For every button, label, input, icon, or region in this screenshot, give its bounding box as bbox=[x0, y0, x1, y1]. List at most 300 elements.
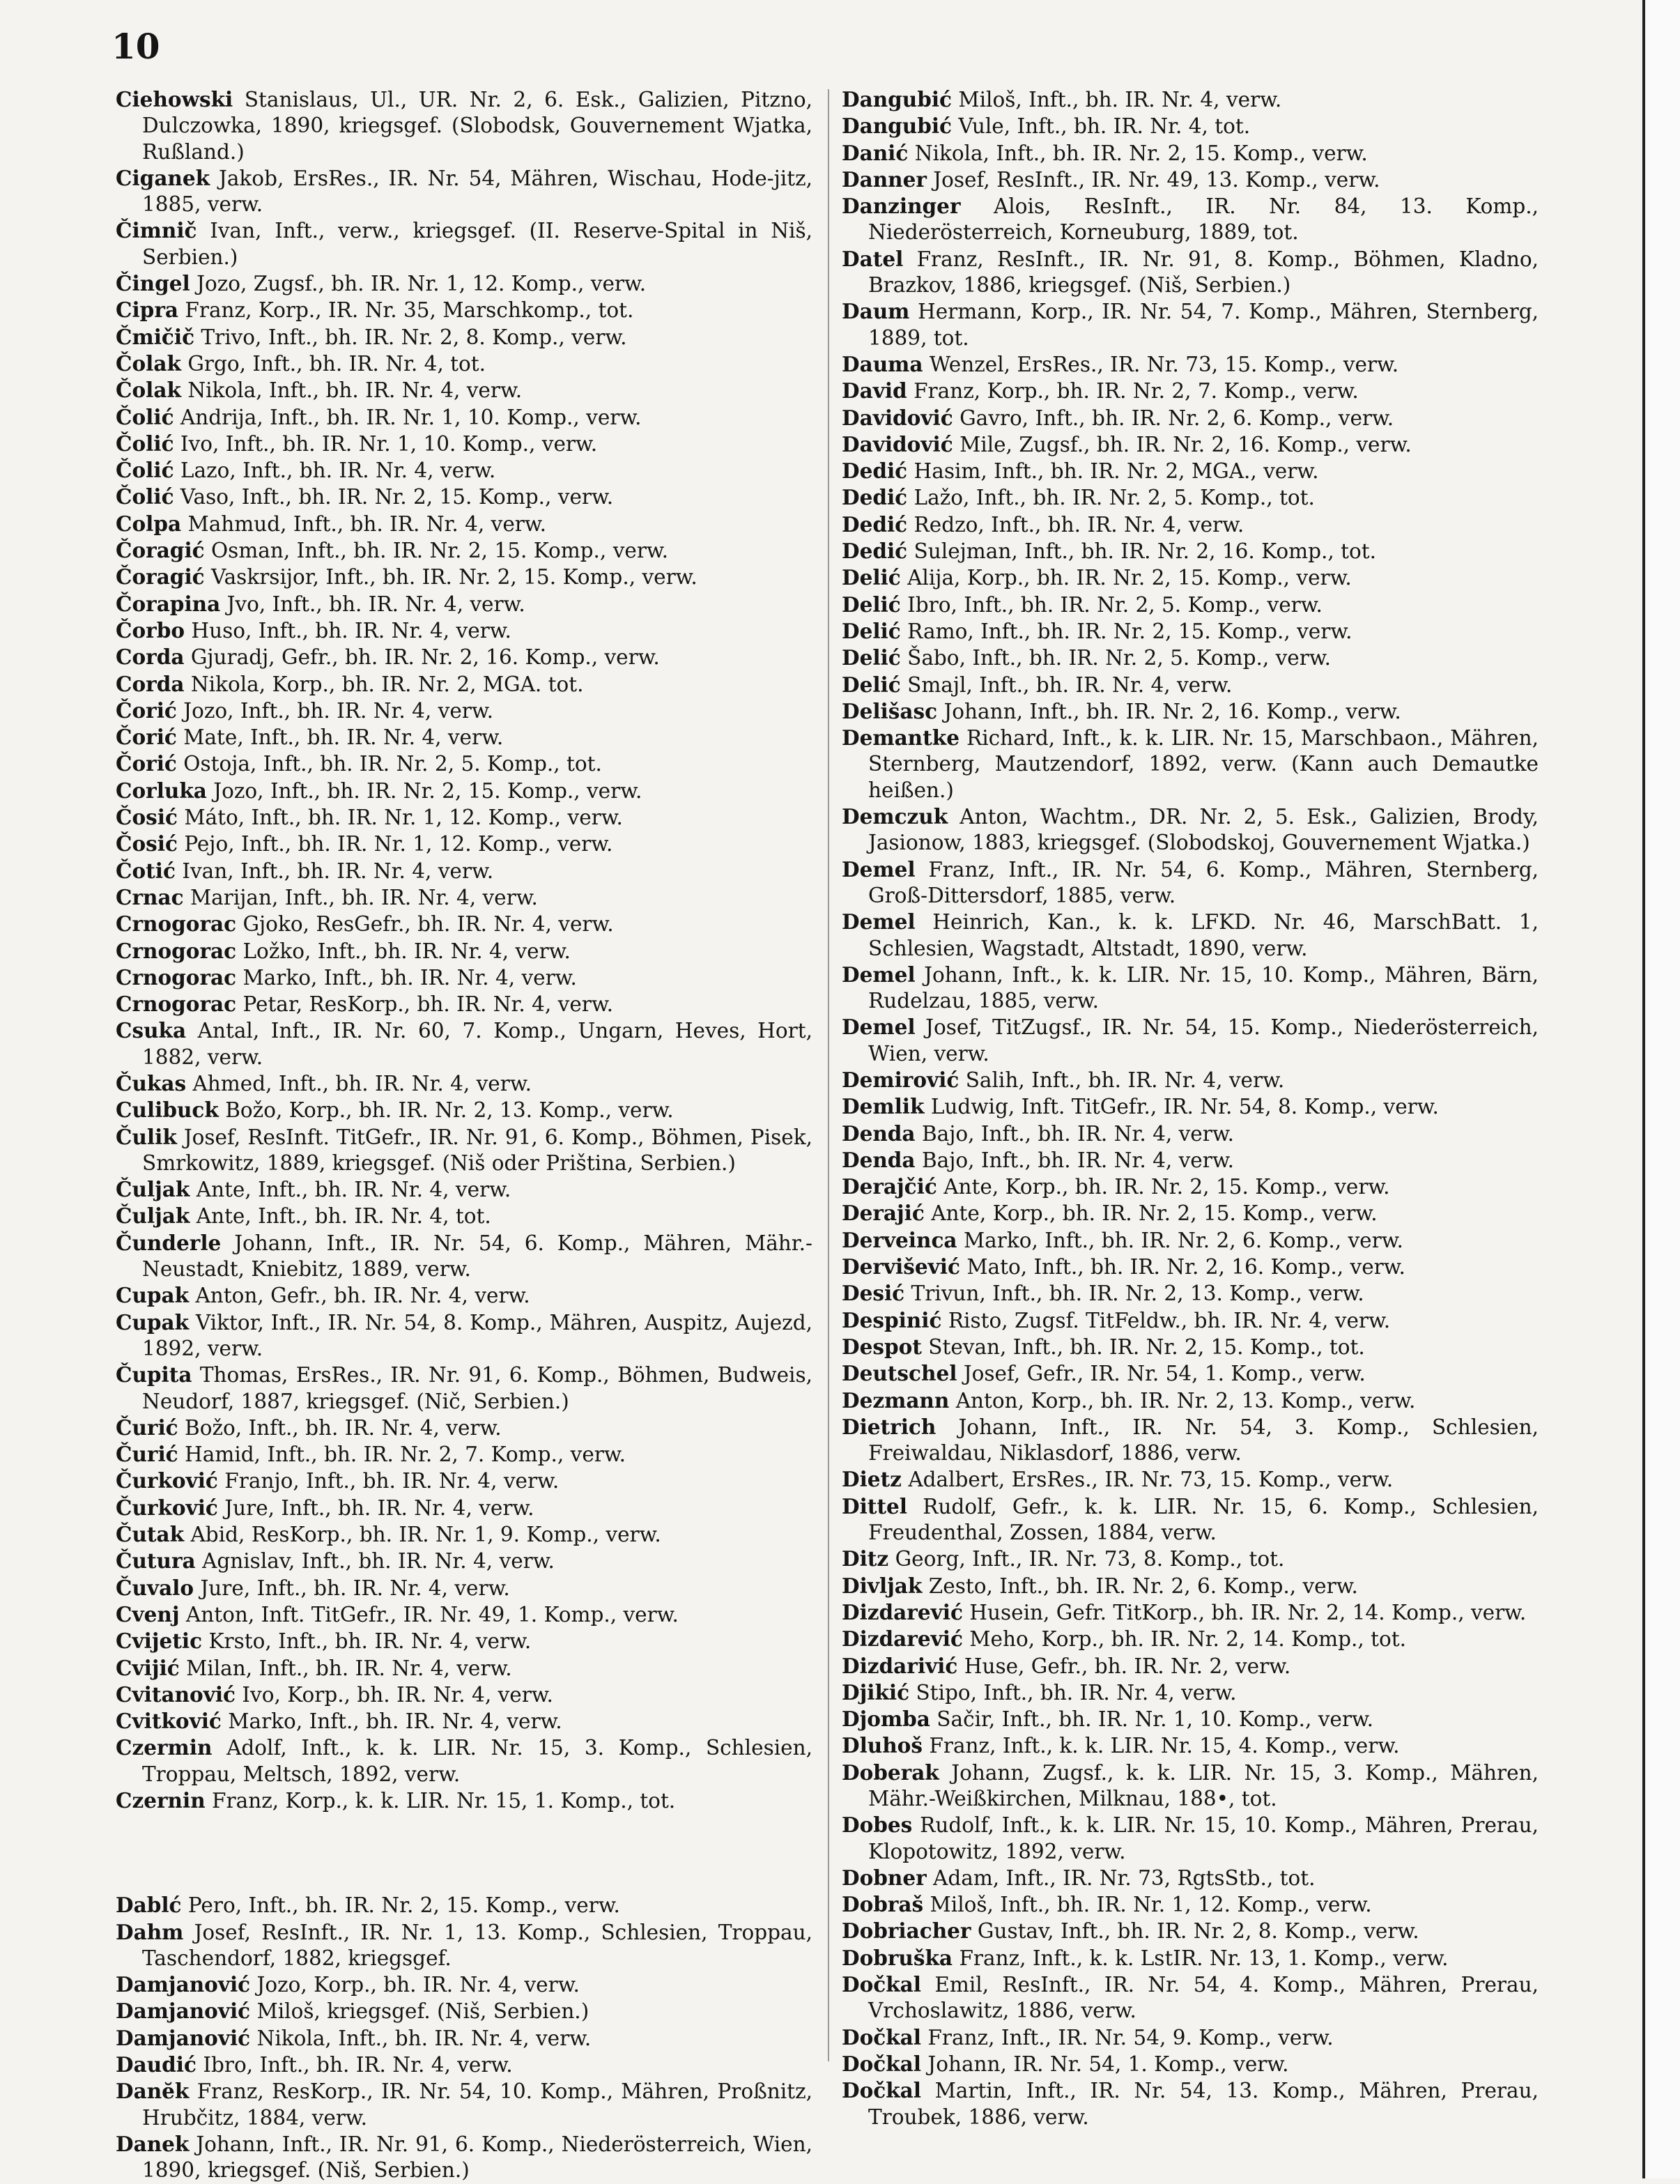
list-entry bbox=[116, 1971, 812, 1998]
entry-surname: Crnogorac bbox=[116, 912, 237, 937]
entry-surname: Derajčić bbox=[842, 1174, 937, 1199]
entry-details: Jozo, Inft., bh. IR. Nr. 2, 15. Komp., verw. bbox=[213, 778, 642, 803]
entry-details: Josef, ResInft. TitGefr., IR. Nr. 91, 6. Komp., Böhmen, Pisek, Smrkowitz, 1889, kriegsgef. (Niš oder Priština, Serbien.) bbox=[142, 1125, 812, 1175]
entry-surname: Dablć bbox=[116, 1893, 182, 1918]
list-entry bbox=[842, 1493, 1539, 1546]
entry-details: Johann, Inft., IR. Nr. 54, 3. Komp., Schlesien, Freiwaldau, Niklasdorf, 1886, verw. bbox=[868, 1415, 1539, 1466]
column-divider bbox=[828, 89, 829, 2061]
list-entry bbox=[116, 1601, 812, 1628]
entry-details: Husein, Gefr. TitKorp., bh. IR. Nr. 2, 14. Komp., verw. bbox=[969, 1600, 1527, 1624]
entry-details: Ante, Korp., bh. IR. Nr. 2, 15. Komp., verw. bbox=[943, 1175, 1390, 1199]
list-entry bbox=[842, 1200, 1539, 1226]
list-entry bbox=[842, 1387, 1539, 1414]
list-entry bbox=[842, 962, 1539, 1015]
list-entry bbox=[116, 911, 812, 937]
entry-surname: Čurković bbox=[116, 1468, 218, 1493]
entry-details: Emil, ResInft., IR. Nr. 54, 4. Komp., Mähren, Prerau, Vrchoslawitz, 1886, verw. bbox=[868, 1973, 1539, 2023]
entry-details: Stevan, Inft., bh. IR. Nr. 2, 15. Komp., tot. bbox=[928, 1335, 1365, 1359]
list-entry bbox=[842, 1599, 1539, 1626]
entry-surname: Crnogorac bbox=[116, 938, 237, 963]
entry-details: Gavro, Inft., bh. IR. Nr. 2, 6. Komp., verw. bbox=[960, 406, 1394, 430]
entry-details: Gustav, Inft., bh. IR. Nr. 2, 8. Komp., verw. bbox=[977, 1919, 1419, 1944]
entry-details: Meho, Korp., bh. IR. Nr. 2, 14. Komp., tot. bbox=[969, 1627, 1406, 1652]
entry-surname: Cvenj bbox=[116, 1601, 180, 1627]
list-entry bbox=[116, 1892, 812, 1918]
entry-surname: Delić bbox=[842, 645, 901, 670]
entry-surname: Djikić bbox=[842, 1679, 910, 1705]
entry-details: Josef, ResInft., IR. Nr. 49, 13. Komp., verw. bbox=[933, 167, 1380, 192]
entry-surname: Corda bbox=[116, 671, 185, 696]
entry-surname: Čolak bbox=[116, 351, 181, 376]
entry-surname: Čuljak bbox=[116, 1203, 190, 1229]
entry-surname: Delić bbox=[842, 592, 901, 617]
left-column bbox=[116, 86, 812, 2184]
page-edge bbox=[1642, 0, 1680, 2178]
list-entry bbox=[842, 512, 1539, 538]
list-entry bbox=[842, 1334, 1539, 1360]
entry-details: Wenzel, ErsRes., IR. Nr. 73, 15. Komp., verw. bbox=[929, 352, 1399, 376]
entry-details: Petar, ResKorp., bh. IR. Nr. 4, verw. bbox=[242, 992, 614, 1017]
entry-surname: Demirović bbox=[842, 1067, 960, 1092]
entry-details: Adam, Inft., IR. Nr. 73, RgtsStb., tot. bbox=[933, 1866, 1316, 1890]
entry-surname: Čutura bbox=[116, 1548, 196, 1574]
list-entry bbox=[116, 86, 812, 165]
list-entry bbox=[842, 645, 1539, 671]
entry-surname: Cvijetic bbox=[116, 1629, 203, 1654]
list-entry bbox=[842, 484, 1539, 511]
entry-surname: Dobruška bbox=[842, 1945, 953, 1970]
list-entry bbox=[116, 377, 812, 403]
entry-details: Pejo, Inft., bh. IR. Nr. 1, 12. Komp., verw. bbox=[184, 832, 613, 856]
list-entry bbox=[842, 592, 1539, 618]
list-entry bbox=[842, 140, 1539, 167]
list-entry bbox=[116, 217, 812, 270]
entry-surname: Dauma bbox=[842, 351, 923, 376]
entry-surname: Davidović bbox=[842, 405, 953, 430]
list-entry bbox=[116, 2052, 812, 2078]
entry-surname: Datel bbox=[842, 246, 904, 271]
entry-details: Johann, Inft., IR. Nr. 91, 6. Komp., Niederösterreich, Wien, 1890, kriegsgef. (Niš, Serbien.) bbox=[142, 2132, 812, 2183]
entry-surname: Doberak bbox=[842, 1760, 939, 1785]
entry-details: Marko, Inft., bh. IR. Nr. 2, 6. Komp., verw. bbox=[963, 1228, 1403, 1252]
list-entry bbox=[116, 884, 812, 911]
entry-surname: Dezmann bbox=[842, 1387, 950, 1413]
entry-surname: Czermin bbox=[116, 1735, 213, 1760]
entry-surname: Delić bbox=[842, 565, 901, 590]
entry-details: Hermann, Korp., IR. Nr. 54, 7. Komp., Mähren, Sternberg, 1889, tot. bbox=[868, 300, 1539, 350]
entry-details: Ibro, Inft., bh. IR. Nr. 4, verw. bbox=[203, 2053, 513, 2077]
list-entry bbox=[842, 2051, 1539, 2077]
list-entry bbox=[116, 1787, 812, 1814]
entry-details: Pero, Inft., bh. IR. Nr. 2, 15. Komp., verw. bbox=[187, 1893, 620, 1918]
list-entry bbox=[842, 909, 1539, 962]
list-entry bbox=[116, 297, 812, 323]
entry-details: Smajl, Inft., bh. IR. Nr. 4, verw. bbox=[907, 672, 1233, 697]
list-entry bbox=[842, 1812, 1539, 1865]
list-entry bbox=[842, 1918, 1539, 1944]
list-entry bbox=[116, 1628, 812, 1654]
entry-details: Ante, Korp., bh. IR. Nr. 2, 15. Komp., verw. bbox=[931, 1201, 1378, 1226]
list-entry bbox=[842, 725, 1539, 803]
entry-details: Mato, Inft., bh. IR. Nr. 2, 16. Komp., verw. bbox=[966, 1255, 1405, 1279]
list-entry bbox=[116, 831, 812, 857]
list-entry bbox=[842, 1014, 1539, 1067]
list-entry bbox=[116, 1176, 812, 1203]
entry-details: Anton, Korp., bh. IR. Nr. 2, 13. Komp., verw. bbox=[955, 1388, 1416, 1413]
list-entry bbox=[116, 1521, 812, 1548]
list-entry bbox=[842, 1254, 1539, 1280]
list-entry bbox=[116, 724, 812, 751]
entry-surname: Cipra bbox=[116, 298, 178, 323]
list-entry bbox=[116, 1655, 812, 1682]
entry-surname: Corluka bbox=[116, 778, 207, 803]
entry-details: Jure, Inft., bh. IR. Nr. 4, verw. bbox=[224, 1495, 534, 1520]
list-entry bbox=[842, 698, 1539, 725]
entry-details: Agnislav, Inft., bh. IR. Nr. 4, verw. bbox=[202, 1549, 555, 1574]
entry-surname: Cvitanović bbox=[116, 1682, 236, 1707]
list-entry bbox=[842, 298, 1539, 351]
list-entry bbox=[842, 1945, 1539, 1971]
entry-details: Gjuradj, Gefr., bh. IR. Nr. 2, 16. Komp., verw. bbox=[190, 645, 660, 670]
entry-surname: Divljak bbox=[842, 1573, 923, 1598]
list-entry bbox=[842, 1546, 1539, 1572]
entry-surname: Čolak bbox=[116, 378, 181, 403]
list-entry bbox=[842, 458, 1539, 484]
entry-surname: Dočkal bbox=[842, 2078, 921, 2103]
entry-details: Božo, Inft., bh. IR. Nr. 4, verw. bbox=[185, 1415, 502, 1440]
entry-details: Franz, Korp., bh. IR. Nr. 2, 7. Komp., verw. bbox=[914, 379, 1359, 403]
entry-details: Máto, Inft., bh. IR. Nr. 1, 12. Komp., verw. bbox=[184, 806, 623, 830]
entry-surname: Culibuck bbox=[116, 1098, 219, 1123]
entry-details: Ibro, Inft., bh. IR. Nr. 2, 5. Komp., verw. bbox=[907, 592, 1323, 617]
list-entry bbox=[116, 1017, 812, 1070]
entry-details: Ivo, Inft., bh. IR. Nr. 1, 10. Komp., verw. bbox=[180, 431, 598, 456]
right-column bbox=[842, 86, 1539, 2130]
list-entry bbox=[116, 617, 812, 644]
list-entry bbox=[842, 1573, 1539, 1599]
entry-details: Salih, Inft., bh. IR. Nr. 4, verw. bbox=[965, 1068, 1285, 1092]
entry-surname: Dittel bbox=[842, 1493, 908, 1518]
entry-details: Risto, Zugsf. TitFeldw., bh. IR. Nr. 4, verw. bbox=[948, 1308, 1391, 1332]
entry-surname: Desić bbox=[842, 1281, 905, 1306]
entry-details: Sulejman, Inft., bh. IR. Nr. 2, 16. Komp., tot. bbox=[914, 539, 1377, 564]
entry-surname: Čutak bbox=[116, 1522, 185, 1547]
entry-details: Redzo, Inft., bh. IR. Nr. 4, verw. bbox=[914, 512, 1244, 537]
list-entry bbox=[116, 2131, 812, 2184]
entry-surname: Dedić bbox=[842, 512, 908, 537]
entry-surname: Ciehowski bbox=[116, 87, 233, 111]
entry-surname: Damjanović bbox=[116, 2025, 251, 2050]
entry-details: Ramo, Inft., bh. IR. Nr. 2, 15. Komp., verw. bbox=[907, 619, 1353, 643]
entry-surname: Dizdarević bbox=[842, 1627, 963, 1652]
entry-details: Thomas, ErsRes., IR. Nr. 91, 6. Komp., Böhmen, Budweis, Neudorf, 1887, kriegsgef. (Nič, Serbien.) bbox=[142, 1363, 812, 1413]
entry-details: Trivun, Inft., bh. IR. Nr. 2, 13. Komp., verw. bbox=[911, 1282, 1364, 1306]
entry-details: Johann, Zugsf., k. k. LIR. Nr. 15, 3. Komp., Mähren, Mähr.-Weißkirchen, Milknau, 188•, tot. bbox=[868, 1760, 1539, 1810]
entry-details: Mile, Zugsf., bh. IR. Nr. 2, 16. Komp., verw. bbox=[960, 432, 1412, 456]
entry-details: Jozo, Zugsf., bh. IR. Nr. 1, 12. Komp., verw. bbox=[196, 272, 647, 296]
list-entry bbox=[116, 2078, 812, 2131]
entry-details: Grgo, Inft., bh. IR. Nr. 4, tot. bbox=[187, 351, 486, 376]
list-entry bbox=[116, 1682, 812, 1708]
list-entry bbox=[842, 86, 1539, 113]
entry-details: Alija, Korp., bh. IR. Nr. 2, 15. Komp., verw. bbox=[907, 566, 1352, 590]
list-entry bbox=[116, 1735, 812, 1787]
entry-surname: Demel bbox=[842, 962, 916, 987]
list-entry bbox=[116, 431, 812, 457]
entry-surname: Derveinca bbox=[842, 1227, 957, 1252]
list-entry bbox=[116, 938, 812, 964]
list-entry bbox=[842, 672, 1539, 698]
entry-surname: Čurić bbox=[116, 1442, 178, 1467]
entry-details: Josef, Gefr., IR. Nr. 54, 1. Komp., verw. bbox=[963, 1362, 1366, 1386]
list-entry bbox=[842, 1732, 1539, 1759]
left-section-d bbox=[116, 1892, 812, 2183]
entry-surname: Čosić bbox=[116, 805, 178, 830]
list-entry bbox=[842, 538, 1539, 564]
entry-surname: Dobner bbox=[842, 1865, 927, 1890]
entry-surname: Dangubić bbox=[842, 87, 953, 111]
entry-details: Franz, ResKorp., IR. Nr. 54, 10. Komp., Mähren, Proßnitz, Hrubčitz, 1884, verw. bbox=[142, 2079, 812, 2130]
entry-surname: Corda bbox=[116, 645, 185, 670]
list-entry bbox=[116, 1124, 812, 1177]
entry-details: Lažo, Inft., bh. IR. Nr. 2, 5. Komp., tot. bbox=[914, 486, 1315, 510]
entry-details: Martin, Inft., IR. Nr. 54, 13. Komp., Mähren, Prerau, Troubek, 1886, verw. bbox=[868, 2079, 1539, 2129]
entry-surname: Davidović bbox=[842, 431, 953, 456]
entry-surname: Cvijić bbox=[116, 1655, 180, 1680]
entry-surname: Čolić bbox=[116, 431, 174, 456]
entry-surname: Čorić bbox=[116, 698, 177, 723]
entry-surname: Demlik bbox=[842, 1094, 925, 1119]
entry-surname: Damjanović bbox=[116, 1972, 251, 1997]
entry-details: Ante, Inft., bh. IR. Nr. 4, verw. bbox=[196, 1178, 511, 1202]
entry-surname: Čosić bbox=[116, 831, 178, 856]
entry-details: Marko, Inft., bh. IR. Nr. 4, verw. bbox=[242, 965, 577, 990]
entry-surname: Csuka bbox=[116, 1018, 187, 1043]
entry-surname: Dizdarivić bbox=[842, 1653, 958, 1678]
entry-details: Huse, Gefr., bh. IR. Nr. 2, verw. bbox=[964, 1654, 1291, 1678]
entry-details: Vaso, Inft., bh. IR. Nr. 2, 15. Komp., verw. bbox=[180, 485, 614, 509]
entry-surname: Čuljak bbox=[116, 1177, 190, 1202]
entry-details: Gjoko, ResGefr., bh. IR. Nr. 4, verw. bbox=[242, 912, 614, 937]
entry-details: Miloš, Inft., bh. IR. Nr. 4, verw. bbox=[958, 88, 1282, 111]
entry-details: Trivo, Inft., bh. IR. Nr. 2, 8. Komp., verw. bbox=[201, 325, 627, 349]
entry-details: Franz, Inft., IR. Nr. 54, 9. Komp., verw. bbox=[927, 2025, 1334, 2050]
entry-surname: Čingel bbox=[116, 271, 190, 296]
entry-details: Marijan, Inft., bh. IR. Nr. 4, verw. bbox=[190, 885, 538, 909]
entry-surname: Danek bbox=[116, 2131, 190, 2156]
entry-surname: Dočkal bbox=[842, 2024, 921, 2050]
entry-details: Ante, Inft., bh. IR. Nr. 4, tot. bbox=[196, 1204, 491, 1229]
entry-surname: Čorić bbox=[116, 725, 177, 750]
entry-surname: Delić bbox=[842, 672, 901, 697]
entry-details: Ivan, Inft., verw., kriegsgef. (II. Reserve-Spital in Niš, Serbien.) bbox=[142, 219, 812, 269]
list-entry bbox=[116, 644, 812, 670]
entry-details: Nikola, Inft., bh. IR. Nr. 4, verw. bbox=[187, 378, 523, 403]
entry-surname: Čolić bbox=[116, 404, 174, 429]
entry-surname: Čolić bbox=[116, 484, 174, 509]
entry-details: Adolf, Inft., k. k. LIR. Nr. 15, 3. Komp., Schlesien, Troppau, Meltsch, 1892, verw. bbox=[142, 1736, 812, 1786]
list-entry bbox=[842, 1760, 1539, 1813]
entry-details: Hasim, Inft., bh. IR. Nr. 2, MGA., verw. bbox=[914, 459, 1319, 484]
entry-surname: Ciganek bbox=[116, 165, 210, 190]
entry-surname: Cupak bbox=[116, 1283, 190, 1308]
entry-details: Franz, Inft., k. k. LIR. Nr. 15, 4. Komp., verw. bbox=[929, 1734, 1400, 1758]
entry-surname: Dietz bbox=[842, 1467, 902, 1492]
list-entry bbox=[116, 1282, 812, 1309]
list-entry bbox=[116, 698, 812, 724]
entry-details: Ivan, Inft., bh. IR. Nr. 4, verw. bbox=[182, 859, 494, 883]
list-entry bbox=[842, 2077, 1539, 2130]
entry-surname: Cupak bbox=[116, 1309, 190, 1335]
entry-surname: Demel bbox=[842, 856, 916, 882]
entry-surname: Demel bbox=[842, 1015, 916, 1040]
entry-details: Josef, ResInft., IR. Nr. 1, 13. Komp., Schlesien, Troppau, Taschendorf, 1882, kriegsgef. bbox=[142, 1920, 812, 1970]
entry-details: Lazo, Inft., bh. IR. Nr. 4, verw. bbox=[180, 459, 496, 483]
entry-details: Anton, Gefr., bh. IR. Nr. 4, verw. bbox=[195, 1284, 530, 1308]
entry-details: Mahmud, Inft., bh. IR. Nr. 4, verw. bbox=[187, 512, 547, 536]
list-entry bbox=[116, 751, 812, 777]
list-entry bbox=[116, 1495, 812, 1521]
entry-surname: Derajić bbox=[842, 1201, 925, 1226]
entry-details: Vule, Inft., bh. IR. Nr. 4, tot. bbox=[958, 114, 1251, 139]
list-entry bbox=[842, 1147, 1539, 1174]
entry-details: Marko, Inft., bh. IR. Nr. 4, verw. bbox=[228, 1709, 562, 1734]
left-section-c bbox=[116, 86, 812, 1814]
entry-details: Alois, ResInft., IR. Nr. 84, 13. Komp., Niederösterreich, Korneuburg, 1889, tot. bbox=[868, 194, 1539, 245]
entry-details: Hamid, Inft., bh. IR. Nr. 2, 7. Komp., verw. bbox=[185, 1443, 626, 1467]
list-entry bbox=[842, 1121, 1539, 1147]
list-entry bbox=[842, 1679, 1539, 1706]
list-entry bbox=[116, 991, 812, 1017]
entry-surname: Damjanović bbox=[116, 1999, 251, 2024]
list-entry bbox=[842, 246, 1539, 299]
entry-details: Jakob, ErsRes., IR. Nr. 54, Mähren, Wischau, Hode-jitz, 1885, verw. bbox=[142, 166, 812, 217]
list-entry bbox=[116, 270, 812, 297]
list-entry bbox=[842, 431, 1539, 458]
list-entry bbox=[116, 2025, 812, 2052]
list-entry bbox=[842, 1626, 1539, 1652]
list-entry bbox=[116, 671, 812, 698]
list-entry bbox=[842, 1653, 1539, 1679]
entry-surname: Demantke bbox=[842, 725, 960, 751]
list-entry bbox=[116, 1548, 812, 1574]
list-entry bbox=[116, 591, 812, 617]
entry-surname: Dangubić bbox=[842, 114, 953, 139]
entry-surname: Čoragić bbox=[116, 564, 205, 590]
list-entry bbox=[842, 193, 1539, 246]
entry-details: Sačir, Inft., bh. IR. Nr. 1, 10. Komp., verw. bbox=[937, 1707, 1374, 1732]
entry-details: Ostoja, Inft., bh. IR. Nr. 2, 5. Komp., tot. bbox=[183, 752, 602, 776]
entry-surname: Crnac bbox=[116, 884, 184, 909]
list-entry bbox=[116, 165, 812, 218]
entry-surname: Čotić bbox=[116, 858, 176, 883]
entry-details: Ludwig, Inft. TitGefr., IR. Nr. 54, 8. Komp., verw. bbox=[930, 1095, 1439, 1119]
entry-details: Johann, Inft., IR. Nr. 54, 6. Komp., Mähren, Mähr.-Neustadt, Kniebitz, 1889, verw. bbox=[142, 1231, 812, 1282]
entry-details: Franjo, Inft., bh. IR. Nr. 4, verw. bbox=[224, 1469, 560, 1493]
entry-surname: Djomba bbox=[842, 1707, 930, 1732]
entry-surname: Dedić bbox=[842, 459, 908, 484]
right-section-d bbox=[842, 86, 1539, 2130]
list-entry bbox=[116, 1309, 812, 1362]
entry-details: Georg, Inft., IR. Nr. 73, 8. Komp., tot. bbox=[895, 1547, 1285, 1571]
entry-surname: Čulik bbox=[116, 1124, 177, 1149]
entry-details: Andrija, Inft., bh. IR. Nr. 1, 10. Komp., verw. bbox=[180, 405, 642, 429]
entry-details: Anton, Inft. TitGefr., IR. Nr. 49, 1. Komp., verw. bbox=[185, 1602, 679, 1627]
entry-surname: Colpa bbox=[116, 511, 182, 536]
entry-details: Božo, Korp., bh. IR. Nr. 2, 13. Komp., verw. bbox=[225, 1098, 674, 1123]
entry-details: Nikola, Inft., bh. IR. Nr. 2, 15. Komp., verw. bbox=[914, 141, 1368, 165]
entry-surname: Delić bbox=[842, 618, 901, 643]
list-entry bbox=[116, 537, 812, 564]
list-entry bbox=[842, 1891, 1539, 1918]
list-entry bbox=[842, 167, 1539, 193]
entry-surname: Danzinger bbox=[842, 194, 961, 219]
entry-details: Zesto, Inft., bh. IR. Nr. 2, 6. Komp., verw. bbox=[928, 1574, 1358, 1598]
list-entry bbox=[842, 2024, 1539, 2051]
entry-details: Miloš, Inft., bh. IR. Nr. 1, 12. Komp., verw. bbox=[930, 1893, 1372, 1917]
entry-surname: Dedić bbox=[842, 485, 908, 510]
list-entry bbox=[842, 1466, 1539, 1493]
entry-details: Abid, ResKorp., bh. IR. Nr. 1, 9. Komp., verw. bbox=[190, 1523, 661, 1547]
entry-surname: Čurić bbox=[116, 1415, 178, 1440]
entry-details: Franz, Korp., IR. Nr. 35, Marschkomp., tot. bbox=[185, 298, 634, 323]
entry-surname: Cvitković bbox=[116, 1709, 222, 1734]
entry-details: Franz, Inft., k. k. LstIR. Nr. 13, 1. Komp., verw. bbox=[959, 1946, 1449, 1970]
entry-details: Huso, Inft., bh. IR. Nr. 4, verw. bbox=[191, 618, 511, 643]
entry-surname: Daum bbox=[842, 299, 910, 324]
entry-details: Franz, Inft., IR. Nr. 54, 6. Komp., Mähren, Sternberg, Groß-Dittersdorf, 1885, verw. bbox=[868, 857, 1539, 907]
entry-surname: Danner bbox=[842, 167, 927, 192]
entry-surname: David bbox=[842, 378, 907, 403]
entry-surname: Čorić bbox=[116, 751, 177, 776]
entry-details: Franz, ResInft., IR. Nr. 91, 8. Komp., Böhmen, Kladno, Brazkov, 1886, kriegsgef. (Niš, Serbien.) bbox=[868, 247, 1539, 298]
list-entry bbox=[116, 1919, 812, 1972]
entry-details: Jozo, Inft., bh. IR. Nr. 4, verw. bbox=[183, 698, 494, 723]
entry-surname: Čolić bbox=[116, 458, 174, 483]
entry-surname: Despot bbox=[842, 1334, 922, 1359]
entry-details: Bajo, Inft., bh. IR. Nr. 4, verw. bbox=[921, 1148, 1234, 1172]
list-entry bbox=[116, 484, 812, 510]
entry-surname: Demel bbox=[842, 909, 916, 935]
list-entry bbox=[116, 351, 812, 377]
entry-surname: Čimnič bbox=[116, 218, 197, 243]
entry-surname: Demczuk bbox=[842, 804, 948, 829]
entry-details: Bajo, Inft., bh. IR. Nr. 4, verw. bbox=[921, 1121, 1234, 1146]
entry-details: Ložko, Inft., bh. IR. Nr. 4, verw. bbox=[242, 939, 571, 963]
entry-surname: Denda bbox=[842, 1121, 916, 1146]
entry-surname: Crnogorac bbox=[116, 992, 237, 1017]
entry-surname: Dedić bbox=[842, 539, 908, 564]
list-entry bbox=[116, 404, 812, 431]
list-entry bbox=[842, 351, 1539, 378]
entry-surname: Čurković bbox=[116, 1495, 218, 1520]
entry-details: Franz, Korp., k. k. LIR. Nr. 15, 1. Komp., tot. bbox=[212, 1789, 676, 1813]
entry-surname: Danĕk bbox=[116, 2079, 190, 2104]
list-entry bbox=[116, 804, 812, 831]
entry-details: Jure, Inft., bh. IR. Nr. 4, verw. bbox=[200, 1576, 510, 1600]
entry-details: Richard, Inft., k. k. LIR. Nr. 15, Marschbaon., Mähren, Sternberg, Mautzendorf, 1892, verw. (Kann auch Demautke heißen.) bbox=[868, 726, 1539, 802]
list-entry bbox=[842, 1227, 1539, 1254]
entry-surname: Crnogorac bbox=[116, 964, 237, 990]
entry-surname: Despinić bbox=[842, 1307, 942, 1332]
list-entry bbox=[842, 856, 1539, 909]
entry-surname: Denda bbox=[842, 1147, 916, 1172]
entry-details: Nikola, Inft., bh. IR. Nr. 4, verw. bbox=[256, 2026, 592, 2050]
list-entry bbox=[842, 378, 1539, 404]
entry-surname: Dluhoš bbox=[842, 1733, 923, 1758]
entry-details: Josef, TitZugsf., IR. Nr. 54, 15. Komp., Niederösterreich, Wien, verw. bbox=[868, 1015, 1539, 1066]
entry-surname: Dobraš bbox=[842, 1892, 924, 1917]
